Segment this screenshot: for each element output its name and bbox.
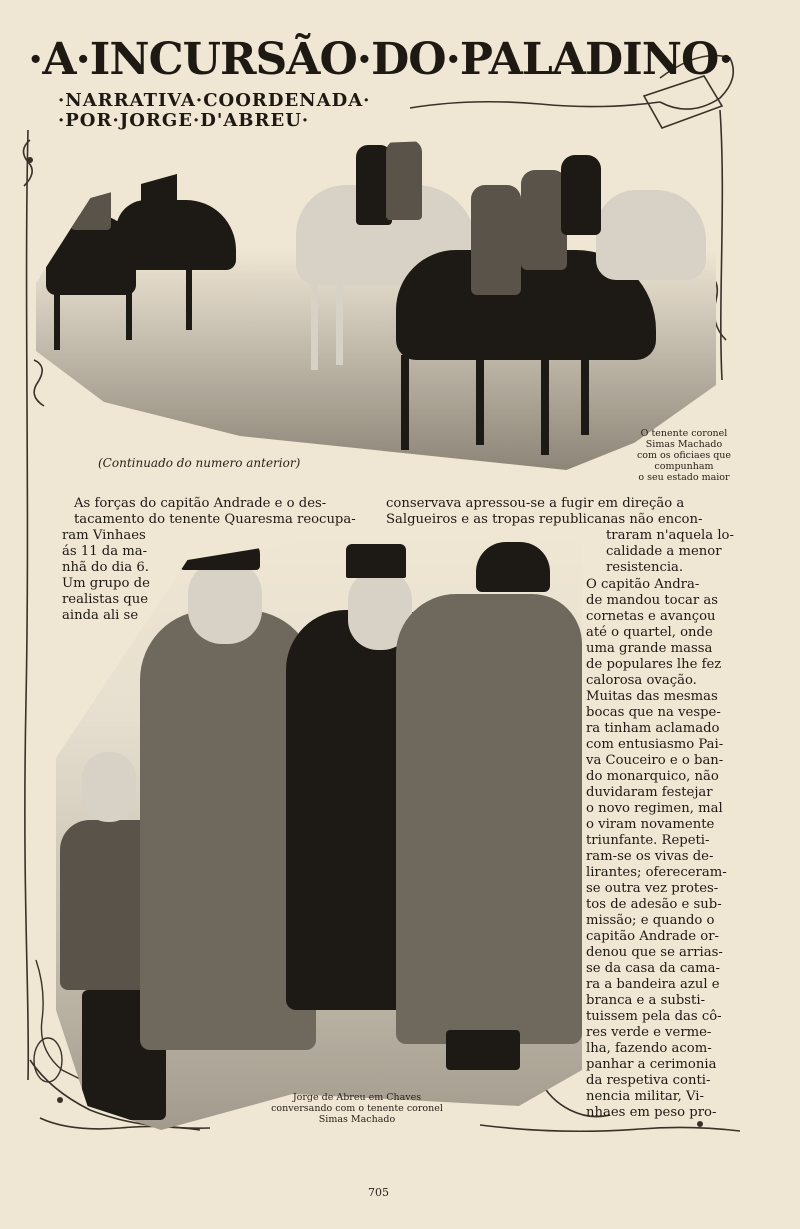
article-subtitle: ·NARRATIVA·COORDENADA· [58,90,371,111]
page-number: 705 [368,1186,389,1199]
photo-officers-on-horseback [36,130,716,470]
top-photo-caption: O tenente coronel Simas Machado com os oficiaes que compunham o seu estado maior [636,428,732,483]
column-2-mid-text: traram n'aquela lo- calidade a menor resistencia. [606,528,734,575]
bottom-photo-caption: Jorge de Abreu em Chaves conversando com o tenente coronel Simas Machado [271,1092,443,1125]
article-title: ·A·INCURSÃO·DO·PALADINO· [28,34,733,85]
article-byline: ·POR·JORGE·D'ABREU· [58,110,310,131]
column-2-narrow-text: O capitão Andra- de mandou tocar as cornetas e avançou até o quartel, onde uma grande massa de populares lhe fez calorosa ovação. Muitas das mesmas bocas que na vespe- ra tinham aclamado com entusiasmo Pai- va Couceiro e o ban- do monarquico, não duvidaram festejar o novo regimen, mal o viram novamente triunfante. Repeti- ram-se os vivas de- lirantes; ofereceram- se outra vez protes- tos de adesão e sub- missão; e quando o capitão Andrade or- denou que se arrias- se da casa da cama- ra a bandeira azul e branca e a substi- tuissem pela das cô- res verde e verme- lha, fazendo acom- panhar a cerimonia da respetiva conti- nencia militar, Vi- nhaes em peso pro- [586,577,727,1120]
column-1-top-text: As forças do capitão Andrade e o des- tacamento do tenente Quaresma reocupa- [74,496,356,527]
column-1-narrow-text: ram Vinhaes ás 11 da ma- nhã do dia 6. Um grupo de realistas que ainda ali se [62,528,150,623]
column-2-top-text: conservava apressou-se a fugir em direção a Salgueiros e as tropas republicanas não encon- [386,496,703,527]
continued-caption: (Continuado do numero anterior) [98,456,301,470]
